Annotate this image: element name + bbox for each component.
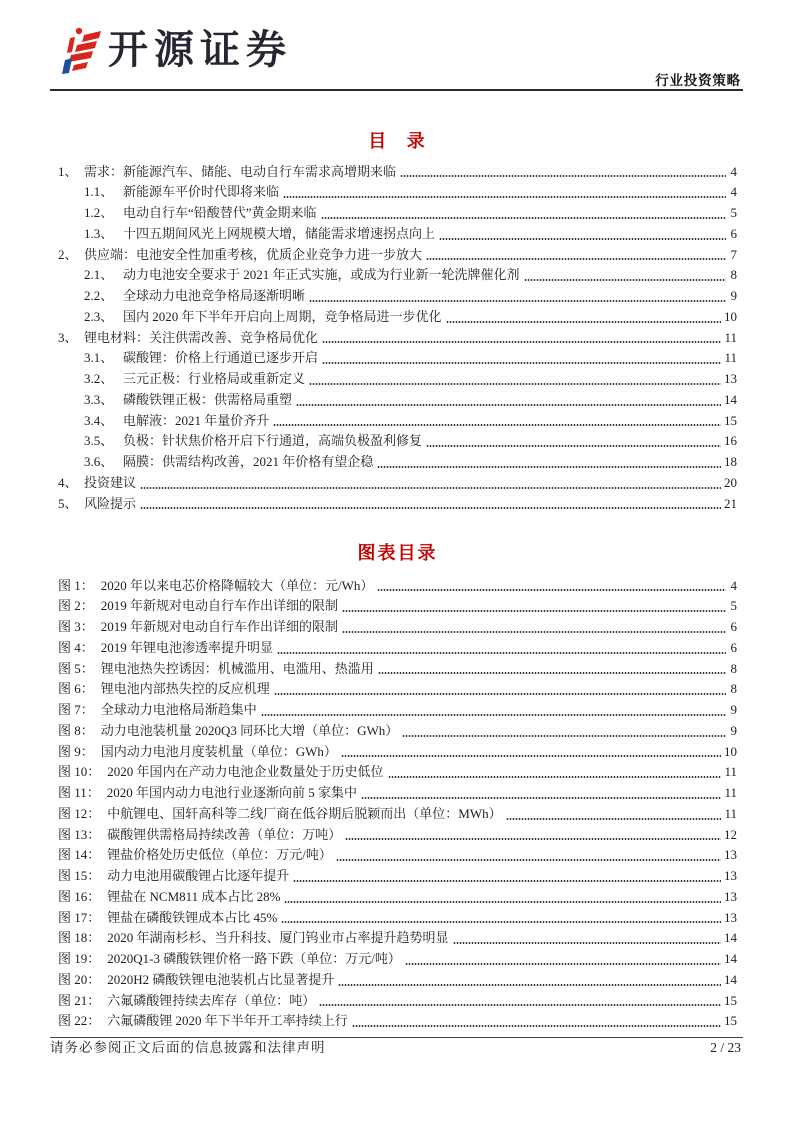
toc-entry-page: 4 — [730, 163, 737, 179]
figure-entry-label: 图 14： — [58, 847, 101, 863]
toc-leader-dots — [446, 321, 721, 323]
figure-entry-label: 图 18： — [58, 930, 101, 946]
toc-leader-dots — [439, 238, 726, 240]
figure-entry-page: 13 — [724, 868, 737, 884]
toc-entry-page: 13 — [724, 371, 737, 387]
toc-entry-title: 三元正极：行业格局或重新定义 — [123, 371, 306, 387]
toc-section-4[interactable] — [58, 473, 737, 494]
figure-entry-21[interactable] — [58, 991, 737, 1012]
toc-section-5[interactable] — [58, 494, 737, 515]
figure-entry-label: 图 17： — [58, 909, 101, 925]
toc-subsection-2-3[interactable] — [58, 307, 737, 328]
figure-entry-page: 14 — [724, 930, 737, 946]
toc-leader-dots — [140, 487, 721, 489]
figure-entry-title: 六氟磷酸锂持续去库存（单位：吨） — [107, 992, 316, 1008]
toc-entry-title: 电解液：2021 年量价齐升 — [123, 412, 270, 428]
figure-entry-14[interactable] — [58, 845, 737, 866]
toc-entry-page: 16 — [724, 433, 737, 449]
figure-leader-dots — [336, 859, 721, 861]
figure-leader-dots — [378, 672, 726, 674]
toc-entry-number: 3.4、 — [84, 412, 114, 428]
figure-entry-page: 11 — [724, 805, 737, 821]
figure-entry-label: 图 4： — [58, 639, 94, 655]
toc-entry-title: 隔膜：供需结构改善，2021 年价格有望企稳 — [123, 454, 374, 470]
figure-entry-label: 图 7： — [58, 702, 94, 718]
toc-entry-page: 7 — [730, 246, 737, 262]
figure-entry-label: 图 19： — [58, 951, 101, 967]
figure-entry-page: 13 — [724, 909, 737, 925]
figure-entry-page: 15 — [724, 992, 737, 1008]
figure-entry-title: 全球动力电池格局渐趋集中 — [100, 702, 257, 718]
toc-entry-title: 锂电材料：关注供需改善、竞争格局优化 — [84, 329, 319, 345]
toc-entry-number: 2.1、 — [84, 267, 114, 283]
toc-leader-dots — [377, 466, 721, 468]
figure-leader-dots — [377, 589, 726, 591]
company-logo — [62, 24, 292, 76]
toc-subsection-3-4[interactable] — [58, 411, 737, 432]
toc-subsection-3-3[interactable] — [58, 390, 737, 411]
header-divider — [50, 89, 743, 91]
page-number: 2 / 23 — [710, 1040, 741, 1055]
figure-entry-1[interactable] — [58, 576, 737, 597]
figure-entry-page: 8 — [730, 681, 737, 697]
figure-leader-dots — [361, 797, 721, 799]
toc-list — [58, 162, 737, 515]
toc-entry-number: 2、 — [58, 246, 78, 262]
toc-leader-dots — [400, 175, 726, 177]
figure-entry-15[interactable] — [58, 866, 737, 887]
figure-entry-page: 13 — [724, 888, 737, 904]
figure-leader-dots — [341, 755, 721, 757]
toc-entry-page: 4 — [730, 184, 737, 200]
toc-leader-dots — [322, 362, 721, 364]
figure-entry-6[interactable] — [58, 679, 737, 700]
toc-leader-dots — [321, 217, 726, 219]
figure-entry-4[interactable] — [58, 638, 737, 659]
footer-disclaimer: 请务必参阅正文后面的信息披露和法律声明 — [50, 1040, 326, 1055]
toc-entry-title: 国内 2020 年下半年开启向上周期，竞争格局进一步优化 — [123, 308, 442, 324]
figure-leader-dots — [338, 984, 721, 986]
toc-entry-number: 2.3、 — [84, 308, 114, 324]
figure-entry-title: 锂电池热失控诱因：机械滥用、电滥用、热滥用 — [100, 660, 374, 676]
figure-entry-3[interactable] — [58, 617, 737, 638]
toc-subsection-3-5[interactable] — [58, 431, 737, 452]
toc-entry-page: 11 — [724, 329, 737, 345]
figure-entry-11[interactable] — [58, 783, 737, 804]
toc-entry-number: 3.2、 — [84, 371, 114, 387]
figure-leader-dots — [319, 1004, 721, 1006]
toc-entry-number: 2.2、 — [84, 288, 114, 304]
report-category: 行业投资策略 — [655, 73, 741, 88]
figure-entry-page: 15 — [724, 1013, 737, 1029]
toc-entry-title: 电动自行车“铅酸替代”黄金期来临 — [123, 205, 317, 221]
toc-subsection-1-3[interactable] — [58, 224, 737, 245]
figure-entry-title: 锂盐在磷酸铁锂成本占比 45% — [107, 909, 278, 925]
figure-entry-label: 图 3： — [58, 619, 94, 635]
figure-leader-dots — [388, 776, 722, 778]
figure-entry-title: 动力电池用碳酸锂占比逐年提升 — [107, 868, 290, 884]
toc-entry-page: 10 — [724, 308, 737, 324]
toc-entry-number: 1.1、 — [84, 184, 114, 200]
figure-entry-title: 碳酸锂供需格局持续改善（单位：万吨） — [107, 826, 342, 842]
figure-entry-label: 图 5： — [58, 660, 94, 676]
logo-text: 开源证券 — [108, 27, 292, 73]
figure-entry-label: 图 10： — [58, 764, 101, 780]
figure-entry-title: 2020 年国内在产动力电池企业数量处于历史低位 — [107, 764, 384, 780]
toc-leader-dots — [273, 424, 721, 426]
figure-leader-dots — [293, 880, 721, 882]
toc-entry-title: 全球动力电池竞争格局逐渐明晰 — [123, 288, 306, 304]
toc-entry-title: 供应端：电池安全性加重考核，优质企业竞争力进一步放大 — [84, 246, 423, 262]
toc-subsection-3-2[interactable] — [58, 369, 737, 390]
toc-leader-dots — [524, 279, 726, 281]
figure-entry-13[interactable] — [58, 825, 737, 846]
figure-entry-12[interactable] — [58, 804, 737, 825]
figure-entry-title: 2020 年国内动力电池行业逐渐向前 5 家集中 — [106, 785, 358, 801]
figure-entry-5[interactable] — [58, 659, 737, 680]
figure-entry-page: 14 — [724, 971, 737, 987]
figure-leader-dots — [274, 693, 726, 695]
toc-entry-page: 5 — [730, 205, 737, 221]
logo-mark-icon — [62, 26, 102, 74]
toc-subsection-3-6[interactable] — [58, 452, 737, 473]
figure-entry-label: 图 13： — [58, 826, 101, 842]
toc-subsection-1-1[interactable] — [58, 182, 737, 203]
toc-entry-title: 风险提示 — [84, 495, 137, 511]
toc-entry-title: 负极：针状焦价格开启下行通道，高端负极盈利修复 — [123, 433, 423, 449]
figure-leader-dots — [284, 901, 721, 903]
figure-leader-dots — [342, 631, 726, 633]
toc-entry-title: 磷酸铁锂正极：供需格局重塑 — [123, 391, 293, 407]
figure-entry-18[interactable] — [58, 928, 737, 949]
figure-entry-label: 图 15： — [58, 868, 101, 884]
toc-leader-dots — [140, 507, 721, 509]
figure-entry-page: 6 — [730, 619, 737, 635]
toc-entry-number: 3、 — [58, 329, 78, 345]
toc-entry-number: 4、 — [58, 474, 78, 490]
figure-entry-title: 2020Q1-3 磷酸铁锂价格一路下跌（单位：万元/吨） — [107, 951, 401, 967]
figure-leader-dots — [277, 652, 726, 654]
toc-entry-page: 14 — [724, 391, 737, 407]
figure-entry-8[interactable] — [58, 721, 737, 742]
toc-entry-page: 21 — [724, 495, 737, 511]
toc-leader-dots — [322, 341, 721, 343]
figure-entry-label: 图 20： — [58, 971, 101, 987]
figure-leader-dots — [261, 714, 726, 716]
figure-leader-dots — [342, 610, 726, 612]
toc-leader-dots — [426, 445, 721, 447]
toc-title: 目 录 — [368, 131, 433, 151]
toc-entry-number: 3.1、 — [84, 350, 114, 366]
toc-leader-dots — [296, 404, 721, 406]
figure-entry-22[interactable] — [58, 1011, 737, 1032]
figure-entry-title: 锂盐价格处历史低位（单位：万元/吨） — [107, 847, 332, 863]
figure-leader-dots — [453, 942, 721, 944]
figure-entry-16[interactable] — [58, 887, 737, 908]
figure-entry-page: 14 — [724, 951, 737, 967]
toc-entry-number: 3.3、 — [84, 391, 114, 407]
figure-entry-10[interactable] — [58, 762, 737, 783]
toc-entry-title: 动力电池安全要求于 2021 年正式实施，或成为行业新一轮洗牌催化剂 — [123, 267, 520, 283]
figure-entry-label: 图 11： — [58, 785, 100, 801]
toc-entry-title: 投资建议 — [84, 474, 137, 490]
figure-entry-label: 图 6： — [58, 681, 94, 697]
toc-entry-number: 1.2、 — [84, 205, 114, 221]
figure-entry-label: 图 2： — [58, 598, 94, 614]
figure-entry-page: 10 — [724, 743, 737, 759]
figure-entry-page: 8 — [730, 660, 737, 676]
figure-entry-page: 5 — [730, 598, 737, 614]
toc-entry-page: 20 — [724, 474, 737, 490]
figure-entry-17[interactable] — [58, 908, 737, 929]
figure-entry-label: 图 9： — [58, 743, 94, 759]
figure-entry-19[interactable] — [58, 949, 737, 970]
figure-entry-title: 动力电池装机量 2020Q3 同环比大增（单位：GWh） — [100, 722, 399, 738]
toc-leader-dots — [309, 383, 721, 385]
figure-entry-title: 2020 年湖南杉杉、当升科技、厦门钨业市占率提升趋势明显 — [107, 930, 449, 946]
figure-entry-page: 9 — [730, 702, 737, 718]
toc-entry-page: 11 — [724, 350, 737, 366]
figure-entry-label: 图 1： — [58, 577, 94, 593]
figure-entry-label: 图 16： — [58, 888, 101, 904]
figure-leader-dots — [506, 818, 722, 820]
toc-entry-page: 15 — [724, 412, 737, 428]
toc-entry-number: 3.6、 — [84, 454, 114, 470]
toc-section-3[interactable] — [58, 328, 737, 349]
figure-leader-dots — [405, 963, 721, 965]
figure-entry-label: 图 22： — [58, 1013, 101, 1029]
figure-entry-label: 图 21： — [58, 992, 101, 1008]
toc-entry-title: 十四五期间风光上网规模大增，储能需求增速拐点向上 — [123, 225, 436, 241]
toc-entry-number: 1、 — [58, 163, 78, 179]
toc-entry-title: 需求：新能源汽车、储能、电动自行车需求高增期来临 — [84, 163, 397, 179]
toc-entry-title: 碳酸锂：价格上行通道已逐步开启 — [123, 350, 319, 366]
figure-entry-page: 13 — [724, 847, 737, 863]
toc-leader-dots — [283, 196, 726, 198]
toc-section-1[interactable] — [58, 162, 737, 183]
figure-leader-dots — [402, 735, 726, 737]
toc-entry-number: 3.5、 — [84, 433, 114, 449]
figure-entry-title: 中航锂电、国轩高科等二线厂商在低谷期后脱颖而出（单位：MWh） — [107, 805, 502, 821]
toc-entry-page: 18 — [724, 454, 737, 470]
toc-entry-page: 6 — [730, 225, 737, 241]
figure-entry-title: 2019 年新规对电动自行车作出详细的限制 — [100, 598, 339, 614]
figure-leader-dots — [352, 1025, 721, 1027]
figure-entry-20[interactable] — [58, 970, 737, 991]
figure-entry-title: 2019 年新规对电动自行车作出详细的限制 — [100, 619, 339, 635]
figure-index-list — [58, 576, 737, 1033]
figure-entry-title: 锂盐在 NCM811 成本占比 28% — [107, 888, 281, 904]
figure-entry-label: 图 12： — [58, 805, 101, 821]
footer-divider — [50, 1037, 743, 1038]
toc-subsection-2-1[interactable] — [58, 265, 737, 286]
figure-leader-dots — [281, 921, 721, 923]
toc-entry-number: 5、 — [58, 495, 78, 511]
figure-entry-title: 2019 年锂电池渗透率提升明显 — [100, 639, 274, 655]
figure-entry-title: 锂电池内部热失控的反应机理 — [100, 681, 270, 697]
figure-entry-title: 国内动力电池月度装机量（单位：GWh） — [100, 743, 337, 759]
toc-entry-title: 新能源车平价时代即将来临 — [123, 184, 280, 200]
figure-entry-label: 图 8： — [58, 722, 94, 738]
figure-entry-page: 6 — [730, 639, 737, 655]
figure-index-title: 图表目录 — [357, 543, 438, 563]
figure-entry-page: 9 — [730, 722, 737, 738]
figure-entry-page: 4 — [730, 577, 737, 593]
figure-entry-page: 12 — [724, 826, 737, 842]
figure-entry-7[interactable] — [58, 700, 737, 721]
toc-section-2[interactable] — [58, 245, 737, 266]
figure-entry-page: 11 — [724, 764, 737, 780]
toc-leader-dots — [309, 300, 726, 302]
figure-entry-2[interactable] — [58, 596, 737, 617]
figure-entry-title: 2020H2 磷酸铁锂电池装机占比显著提升 — [107, 971, 335, 987]
toc-entry-page: 8 — [730, 267, 737, 283]
figure-leader-dots — [345, 838, 721, 840]
toc-leader-dots — [426, 258, 726, 260]
toc-entry-page: 9 — [730, 288, 737, 304]
figure-entry-title: 2020 年以来电芯价格降幅较大（单位：元/Wh） — [100, 577, 374, 593]
toc-subsection-3-1[interactable] — [58, 348, 737, 369]
toc-entry-number: 1.3、 — [84, 225, 114, 241]
toc-subsection-1-2[interactable] — [58, 203, 737, 224]
figure-entry-9[interactable] — [58, 742, 737, 763]
toc-subsection-2-2[interactable] — [58, 286, 737, 307]
figure-entry-page: 11 — [724, 785, 737, 801]
figure-entry-title: 六氟磷酸锂 2020 年下半年开工率持续上行 — [107, 1013, 348, 1029]
